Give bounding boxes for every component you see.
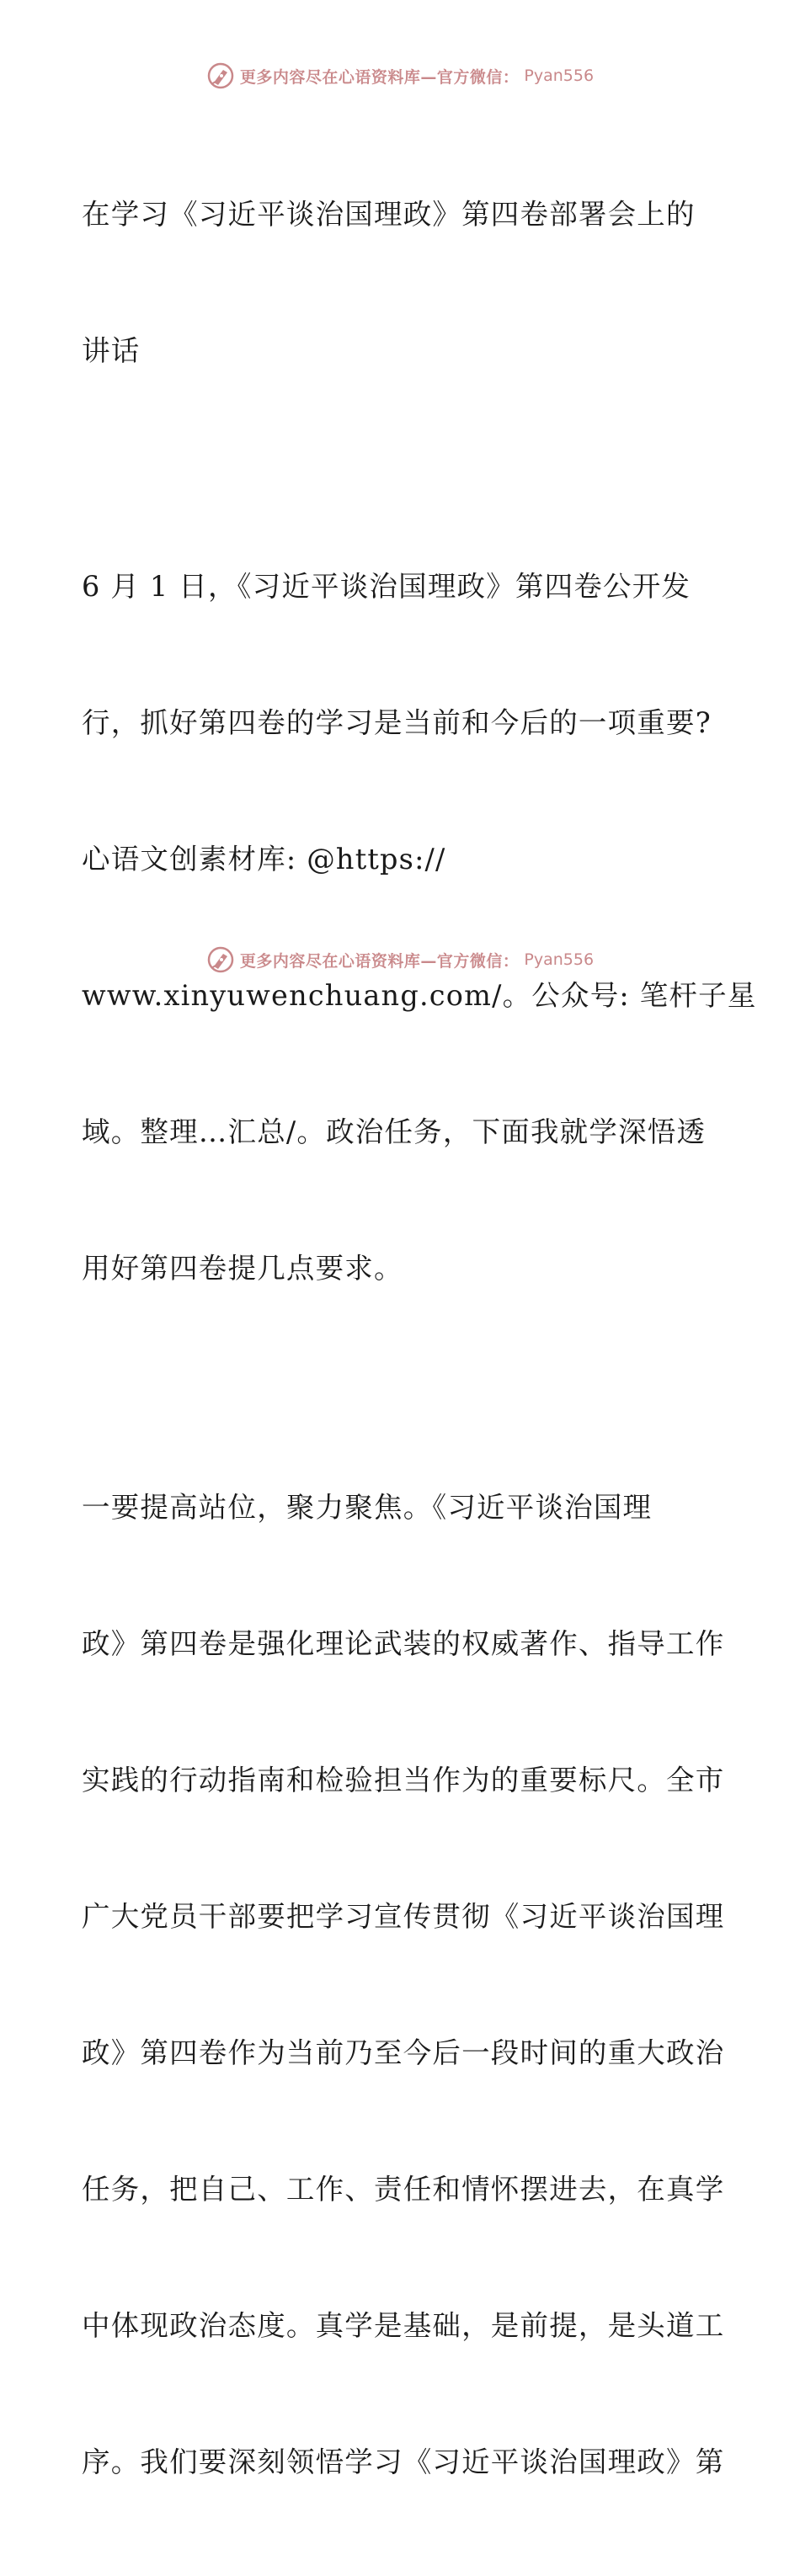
paragraph-line: 6 月 1 日，《习近平谈治国理政》第四卷公开发 — [82, 570, 691, 603]
paragraph-line: 广大党员干部要把学习宣传贯彻《习近平谈治国理 — [82, 1900, 725, 1933]
banner-wechat-id: Pyan556 — [524, 950, 595, 969]
paragraph-line: 任务，把自己、工作、责任和情怀摆进去，在真学 — [82, 2173, 725, 2206]
pen-nib-logo-icon — [206, 61, 235, 90]
banner-wechat-id: Pyan556 — [524, 67, 595, 85]
paragraph-1 — [82, 473, 757, 1382]
paragraph-line: 政》第四卷是强化理论武装的权威著作、指导工作 — [82, 1627, 725, 1660]
pen-nib-logo-icon — [206, 945, 235, 974]
header-banner — [0, 59, 800, 93]
document-title — [82, 101, 722, 465]
paragraph-line: 实践的行动指南和检验担当作为的重要标尺。全市 — [82, 1764, 725, 1796]
title-line: 讲话 — [82, 334, 141, 367]
paragraph-line: 中体现政治态度。真学是基础，是前提，是头道工 — [82, 2309, 725, 2342]
paragraph-line: 一要提高站位，聚力聚焦。《习近平谈治国理 — [82, 1491, 653, 1524]
paragraph-line: 行，抓好第四卷的学习是当前和今后的一项重要? — [82, 706, 712, 739]
banner-text: 更多内容尽在心语资料库—官方微信： — [239, 951, 520, 971]
paragraph-2 — [82, 1394, 725, 2576]
paragraph-line: 序。我们要深刻领悟学习《习近平谈治国理政》第 — [82, 2446, 725, 2478]
document-body — [82, 101, 757, 2576]
title-line: 在学习《习近平谈治国理政》第四卷部署会上的 — [82, 198, 696, 231]
paragraph-line: www.xinyuwenchuang.com/。公众号: 笔杆子星 — [82, 979, 757, 1012]
paragraph-line: 心语文创素材库: @https:// — [82, 843, 446, 876]
paragraph-line: 域。整理…汇总/。政治任务，下面我就学深悟透 — [82, 1115, 707, 1148]
footer-banner — [0, 943, 800, 977]
paragraph-line: 政》第四卷作为当前乃至今后一段时间的重大政治 — [82, 2036, 725, 2069]
paragraph-line: 用好第四卷提几点要求。 — [82, 1252, 403, 1285]
banner-text: 更多内容尽在心语资料库—官方微信： — [239, 67, 520, 87]
